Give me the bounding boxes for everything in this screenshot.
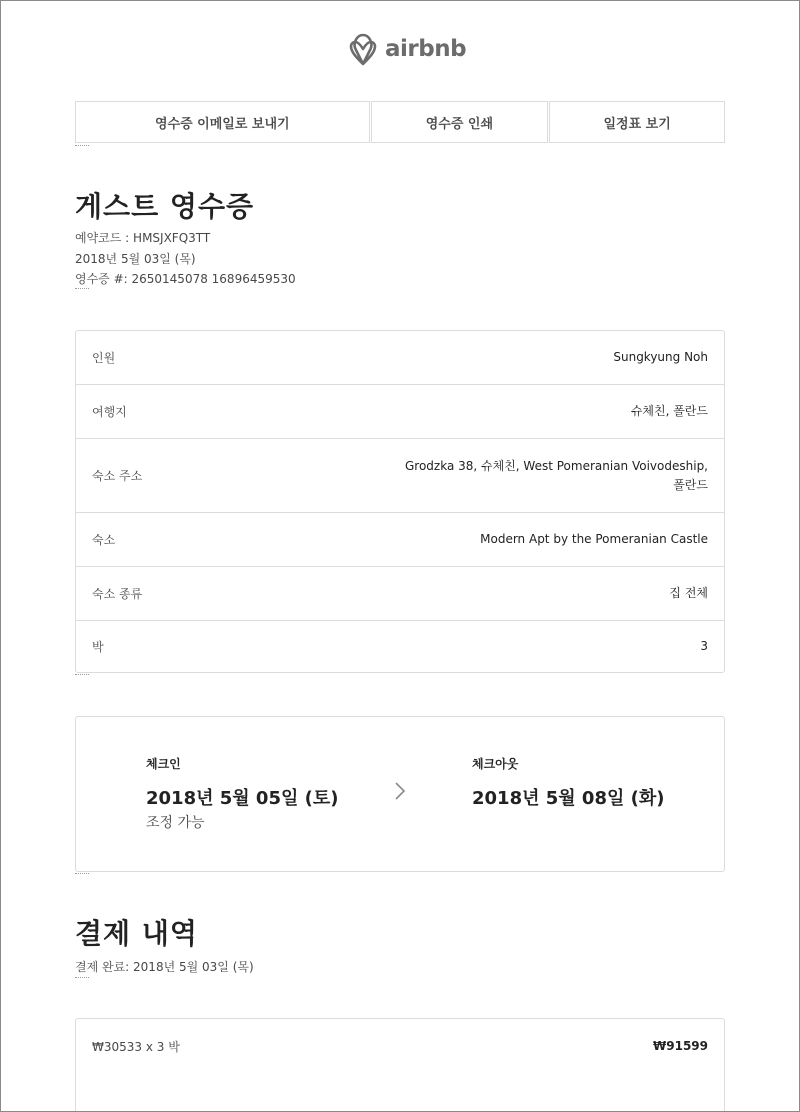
- detail-row-destination: [76, 385, 724, 439]
- print-receipt-button[interactable]: 영수증 인쇄: [371, 101, 549, 143]
- email-receipt-button[interactable]: 영수증 이메일로 보내기: [75, 101, 370, 143]
- detail-row-room-type: [76, 567, 724, 621]
- detail-label: 숙소 주소: [92, 469, 143, 483]
- divider-mark: [75, 674, 89, 675]
- airbnb-belo-icon: [347, 31, 379, 67]
- payment-line-item: [76, 1019, 724, 1073]
- detail-row-address: [76, 439, 724, 513]
- checkout-block: [472, 755, 664, 810]
- checkin-label: 체크인: [146, 757, 181, 771]
- address-line-2: 폴란드: [673, 477, 708, 492]
- payment-completed: 결제 완료: 2018년 5월 03일 (목): [75, 960, 254, 974]
- room-type: 집 전체: [669, 586, 708, 600]
- address-line-1: Grodzka 38, 슈체친, West Pomeranian Voivodeship,: [405, 458, 708, 473]
- checkin-note: 조정 가능: [146, 815, 205, 831]
- listing-address: [405, 457, 708, 495]
- airbnb-logo: [347, 29, 466, 69]
- line-item-label: ₩30533 x 3 박: [92, 1039, 180, 1054]
- detail-label: 여행지: [92, 405, 127, 419]
- detail-row-nights: [76, 621, 724, 672]
- line-item-amount: ₩91599: [653, 1038, 708, 1053]
- view-itinerary-button[interactable]: 일정표 보기: [549, 101, 725, 143]
- detail-label: 숙소: [92, 533, 116, 547]
- reservation-details-card: [75, 330, 725, 673]
- receipt-meta: [75, 228, 296, 290]
- nights-count: 3: [700, 639, 708, 653]
- receipt-number: 영수증 #: 2650145078 16896459530: [75, 272, 296, 286]
- detail-row-guest: [76, 331, 724, 385]
- checkout-date: 2018년 5월 08일 (화): [472, 788, 665, 809]
- detail-row-listing: [76, 513, 724, 567]
- checkout-label: 체크아웃: [472, 757, 519, 771]
- stay-dates-card: [75, 716, 725, 872]
- divider-mark: [75, 977, 89, 978]
- payment-title: 결제 내역: [75, 917, 198, 950]
- receipt-action-bar: [75, 101, 725, 145]
- reservation-code: 예약코드 : HMSJXFQ3TT: [75, 231, 211, 245]
- detail-label: 인원: [92, 351, 116, 365]
- chevron-right-icon: [394, 781, 406, 801]
- checkin-date: 2018년 5월 05일 (토): [146, 788, 339, 809]
- listing-name: Modern Apt by the Pomeranian Castle: [480, 532, 708, 546]
- guest-name: Sungkyung Noh: [613, 350, 708, 364]
- divider-mark: [75, 288, 89, 289]
- receipt-date: 2018년 5월 03일 (목): [75, 251, 196, 266]
- checkin-block: [146, 755, 338, 832]
- detail-label: 숙소 종류: [92, 587, 143, 601]
- brand-wordmark: airbnb: [385, 36, 467, 62]
- divider-mark: [75, 873, 89, 874]
- destination: 슈체친, 폴란드: [630, 404, 708, 418]
- receipt-title: 게스트 영수증: [75, 190, 255, 223]
- detail-label: 박: [92, 640, 104, 654]
- payment-details-card: [75, 1018, 725, 1112]
- divider-mark: [75, 145, 89, 146]
